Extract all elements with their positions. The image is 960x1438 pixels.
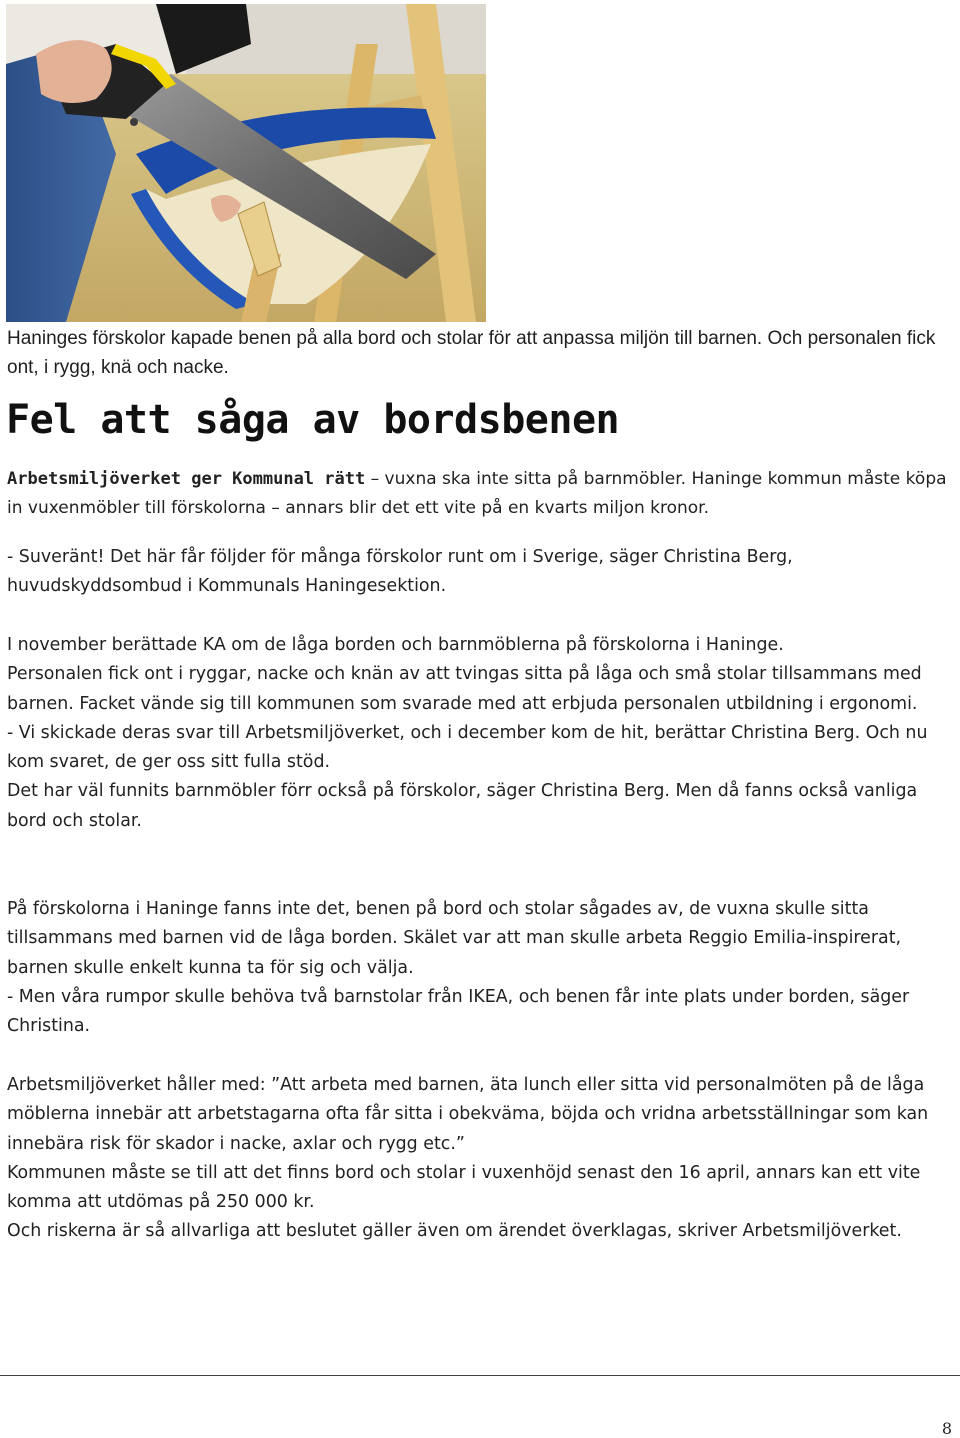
article-photo [6, 4, 486, 322]
page-number: 8 [941, 1419, 952, 1438]
article-headline: Fel att såga av bordsbenen [6, 397, 620, 443]
photo-illustration [6, 4, 486, 322]
body-paragraph: - Men våra rumpor skulle behöva två barnstolar från IKEA, och benen får inte plats under borden, säger Christina. [7, 986, 910, 1037]
photo-caption: Haninges förskolor kapade benen på alla bord och stolar för att anpassa miljön till barnen. Och personalen fick ont, i rygg, knä och nacke. [7, 328, 936, 378]
body-paragraph: Arbetsmiljöverket håller med: ”Att arbeta med barnen, äta lunch eller sitta vid personalmöten på de låga möblerna innebär att arbetstagarna ofta får sitta i obekväma, böjda och vridna arbetsställningar som kan innebära risk för skador i nacke, axlar och rygg etc.” [7, 1075, 929, 1154]
body-paragraph: - Suveränt! Det här får följder för många förskolor runt om i Sverige, säger Christina Berg, huvudskyddsombud i Kommunals Haningesektion. [7, 547, 793, 597]
body-paragraph: Och riskerna är så allvarliga att beslutet gäller även om ärendet överklagas, skriver Arbetsmiljöverket. [7, 1221, 902, 1242]
body-paragraph: - Vi skickade deras svar till Arbetsmiljöverket, och i december kom de hit, berättar Christina Berg. Och nu kom svaret, de ger oss sitt fulla stöd. [7, 722, 928, 773]
article-lede [7, 465, 952, 523]
lede-strong: Arbetsmiljöverket ger Kommunal rätt [7, 469, 366, 489]
lede-rest: – vuxna ska inte sitta på barnmöbler. Haninge kommun måste köpa in vuxenmöbler till förskolorna – annars blir det ett vite på en kvarts miljon kronor. [7, 469, 947, 518]
body-paragraph: På förskolorna i Haninge fanns inte det, benen på bord och stolar sågades av, de vuxna skulle sitta tillsammans med barnen vid de låga borden. Skälet var att man skulle arbeta Reggio Emilia-inspirerat, barnen skulle enkelt kunna ta för sig och välja. [7, 899, 902, 978]
footer-divider [0, 1375, 960, 1376]
body-section-decision [7, 1071, 955, 1247]
body-section-background [7, 631, 955, 836]
body-paragraph: Personalen fick ont i ryggar, nacke och knän av att tvingas sitta på låga och små stolar tillsammans med barnen. Facket vände sig till kommunen som svarade med att erbjuda personalen utbildning i ergonomi. [7, 664, 922, 714]
body-paragraph: Kommunen måste se till att det finns bord och stolar i vuxenhöjd senast den 16 april, annars kan ett vite komma att utdömas på 250 000 kr. [7, 1162, 921, 1213]
body-paragraph: Det har väl funnits barnmöbler förr också på förskolor, säger Christina Berg. Men då fanns också vanliga bord och stolar. [7, 781, 918, 831]
body-section-quote [7, 543, 955, 602]
body-paragraph: I november berättade KA om de låga borden och barnmöblerna på förskolorna i Haninge. [7, 635, 784, 655]
body-section-haninge [7, 895, 955, 1041]
